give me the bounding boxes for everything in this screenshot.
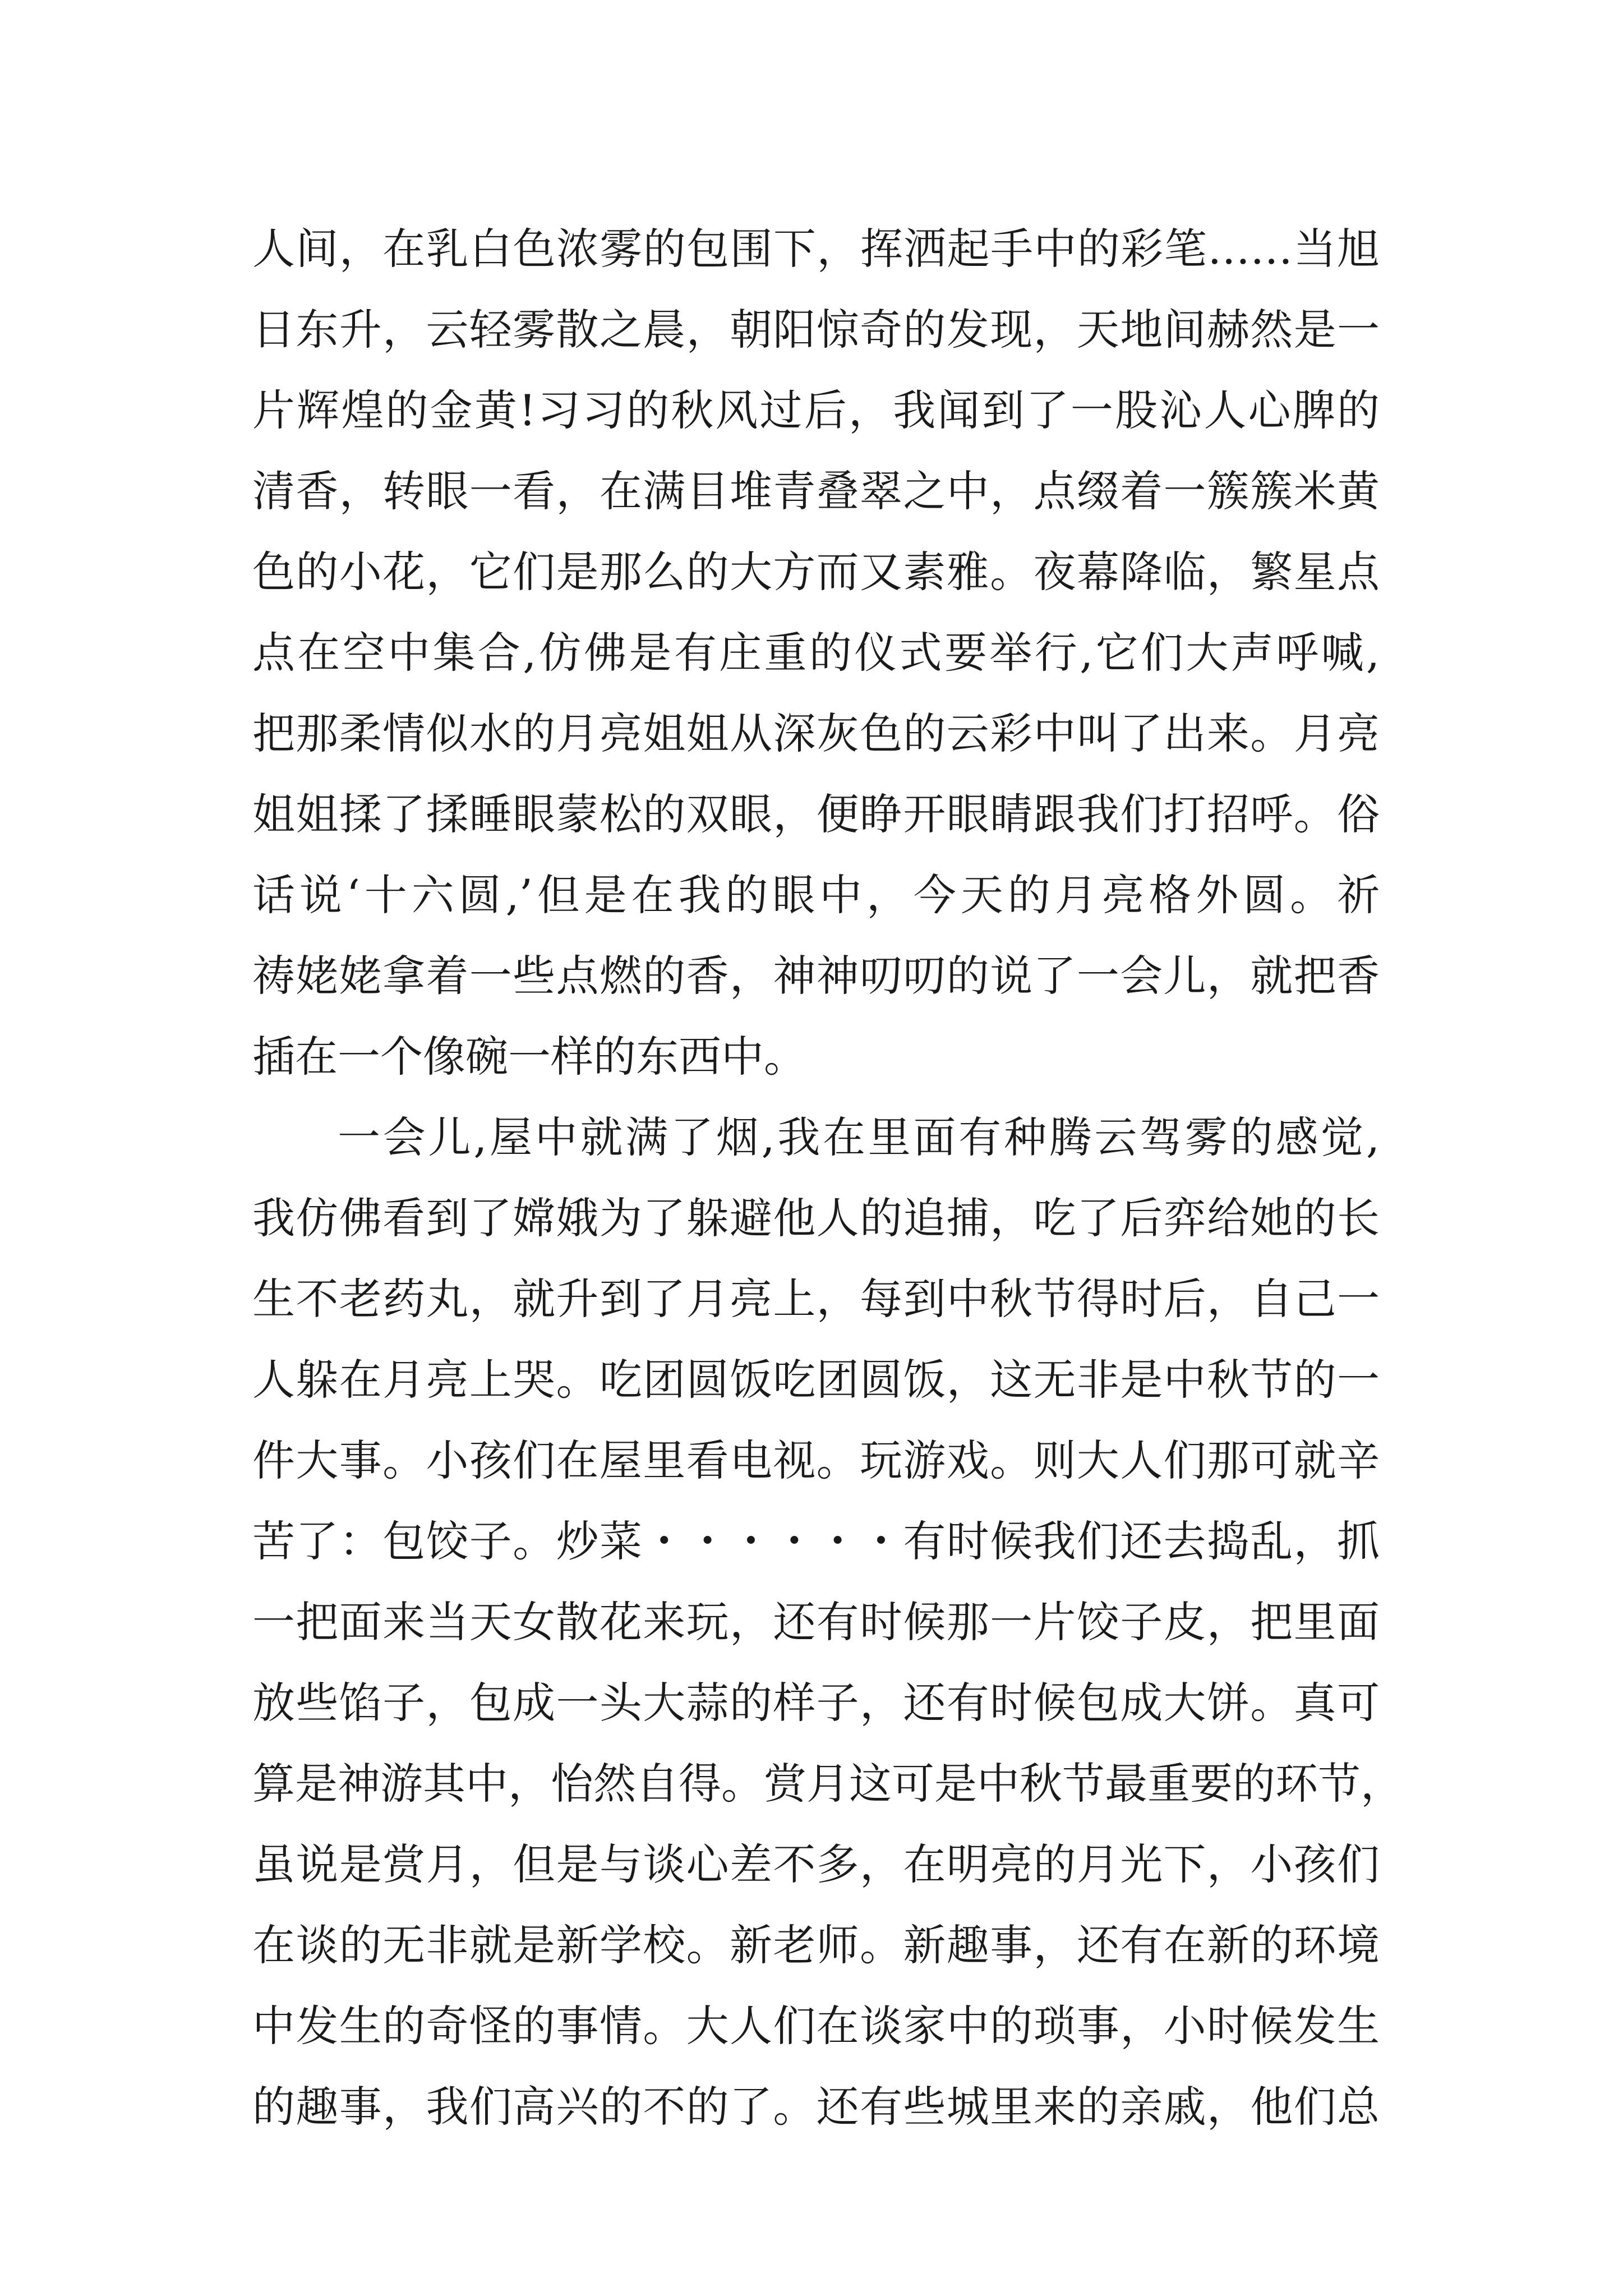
text-line: 把那柔情似水的月亮姐姐从深灰色的云彩中叫了出来。月亮	[252, 708, 1380, 758]
text-line: 放些馅子，包成一头大蒜的样子，还有时候包成大饼。真可	[252, 1678, 1380, 1728]
text-line: 在谈的无非就是新学校。新老师。新趣事，还有在新的环境	[252, 1920, 1380, 1970]
text-line: 人间，在乳白色浓雾的包围下，挥洒起手中的彩笔……当旭	[252, 224, 1380, 274]
text-line: 件大事。小孩们在屋里看电视。玩游戏。则大人们那可就辛	[252, 1435, 1380, 1485]
text-line: 一会儿,屋中就满了烟,我在里面有种腾云驾雾的感觉,	[338, 1112, 1380, 1162]
text-line: 片辉煌的金黄!习习的秋风过后，我闻到了一股沁人心脾的	[252, 385, 1380, 435]
paragraph-1	[252, 209, 1380, 1097]
text-line: 祷姥姥拿着一些点燃的香，神神叨叨的说了一会儿，就把香	[252, 951, 1380, 1001]
text-line: 点在空中集合,仿佛是有庄重的仪式要举行,它们大声呼喊,	[252, 628, 1380, 678]
text-line: 中发生的奇怪的事情。大人们在谈家中的琐事，小时候发生	[252, 2001, 1380, 2051]
text-line: 虽说是赏月，但是与谈心差不多，在明亮的月光下，小孩们	[252, 1839, 1380, 1889]
text-line: 色的小花，它们是那么的大方而又素雅。夜幕降临，繁星点	[252, 547, 1380, 597]
text-line: 人躲在月亮上哭。吃团圆饭吃团圆饭，这无非是中秋节的一	[252, 1355, 1380, 1405]
text-line: 的趣事，我们高兴的不的了。还有些城里来的亲戚，他们总	[252, 2082, 1380, 2132]
text-line: 清香，转眼一看，在满目堆青叠翠之中，点缀着一簇簇米黄	[252, 466, 1380, 516]
text-line: 一把面来当天女散花来玩，还有时候那一片饺子皮，把里面	[252, 1597, 1380, 1647]
text-line: 姐姐揉了揉睡眼蒙松的双眼，便睁开眼睛跟我们打招呼。俗	[252, 789, 1380, 839]
text-line: 话说‘十六圆,’但是在我的眼中，今天的月亮格外圆。祈	[252, 870, 1380, 920]
text-line: 插在一个像碗一样的东西中。	[252, 1032, 806, 1082]
text-line: 我仿佛看到了嫦娥为了躲避他人的追捕，吃了后弈给她的长	[252, 1193, 1380, 1243]
body-text	[252, 209, 1403, 2147]
text-line: 生不老药丸，就升到了月亮上，每到中秋节得时后，自己一	[252, 1274, 1380, 1324]
text-line: 算是神游其中，怡然自得。赏月这可是中秋节最重要的环节，	[252, 1759, 1403, 1809]
text-line: 日东升，云轻雾散之晨，朝阳惊奇的发现，天地间赫然是一	[252, 305, 1380, 355]
text-line: 苦了：包饺子。炒菜・・・・・・有时候我们还去捣乱，抓	[252, 1516, 1380, 1566]
paragraph-2	[252, 1097, 1403, 2147]
